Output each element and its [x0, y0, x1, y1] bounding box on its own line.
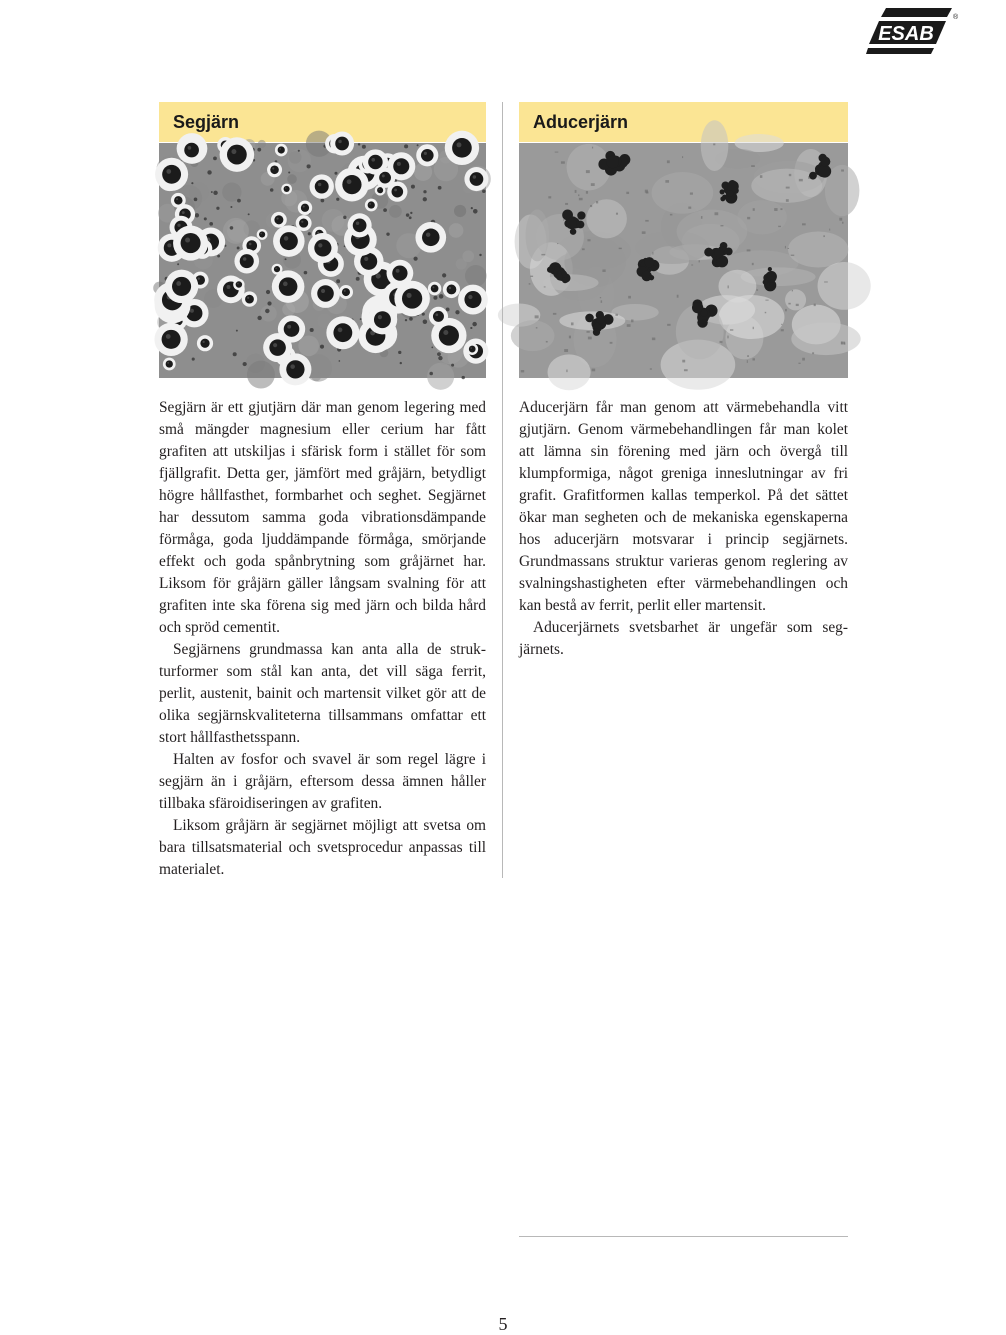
aducerjarn-heading-text: Aducerjärn: [533, 111, 629, 132]
aducerjarn-paragraph-2: Aducerjärnets svetsbarhet är ungefär som segjärnets.: [519, 619, 848, 658]
footer-rule: [519, 1236, 848, 1237]
segjarn-micrograph: [159, 143, 486, 378]
esab-logo: [866, 8, 959, 54]
column-divider: [502, 102, 503, 878]
esab-logo-top-bar-icon: [881, 8, 952, 17]
esab-logo-text: ESAB: [878, 23, 934, 45]
segjarn-body: [159, 397, 486, 881]
segjarn-paragraph-3: Halten av fosfor och svavel är som regel lägre i segjärn än i gråjärn, eftersom dessa ämnen håller tillbaka sfäroidiseringen av grafiten.: [159, 751, 486, 812]
aducerjarn-paragraph-1: Aducerjärn får man genom att värmebehandla vitt gjutjärn. Genom värmebehandlingen får man kolet att lämna sin förening med järn och övergå till klumpformiga, något greniga inneslutningar av fri grafit. Grafitformen kallas temperkol. På det sättet ökar man segheten och de mekaniska egenskaperna hos aducerjärn motsvarar i princip segjärnets. Grundmassans struktur varieras genom reglering av svalningshastigheten efter värmebehandlingen och kan bestå av ferrit, perlit eller martensit.: [519, 399, 848, 614]
registered-mark: ®: [953, 14, 959, 21]
esab-logo-bottom-bar-icon: [866, 48, 934, 54]
segjarn-paragraph-4: Liksom gråjärn är segjärnet möjligt att svetsa om bara tillsatsmaterial och svetsprocedur anpassas till materialet.: [159, 817, 486, 878]
segjarn-paragraph-1: Segjärn är ett gjutjärn där man genom legering med små mängder magnesium eller cerium har fått grafiten att utskiljas i sfärisk form i stället för som fjällgrafit. Detta ger, jämfört med gråjärn, betydligt högre hållfasthet, formbarhet och seghet. Segjärnet har dessutom samma goda vibrationsdämpande förmåga, goda ljuddämpande förmåga, smörjande effekt och goda spånbrytning som gråjärnet har. Liksom för gråjärn gäller långsam svalning för att grafiten inte ska förena sig med järn och bilda hård och spröd cementit.: [159, 399, 486, 636]
page-number: 5: [498, 1314, 508, 1334]
segjarn-heading-text: Segjärn: [173, 111, 240, 132]
aducerjarn-body: [519, 397, 848, 661]
aducerjarn-micrograph: [519, 143, 848, 378]
aducerjarn-heading: [519, 102, 848, 142]
segjarn-paragraph-2: Segjärnens grundmassa kan anta alla de strukturformer som stål kan anta, det vill säga ferrit, perlit, austenit, bainit och martensit vilket gör att de olika segjärnskvaliteterna tillsammans omfattar ett stort hållfasthetsspann.: [159, 641, 486, 746]
